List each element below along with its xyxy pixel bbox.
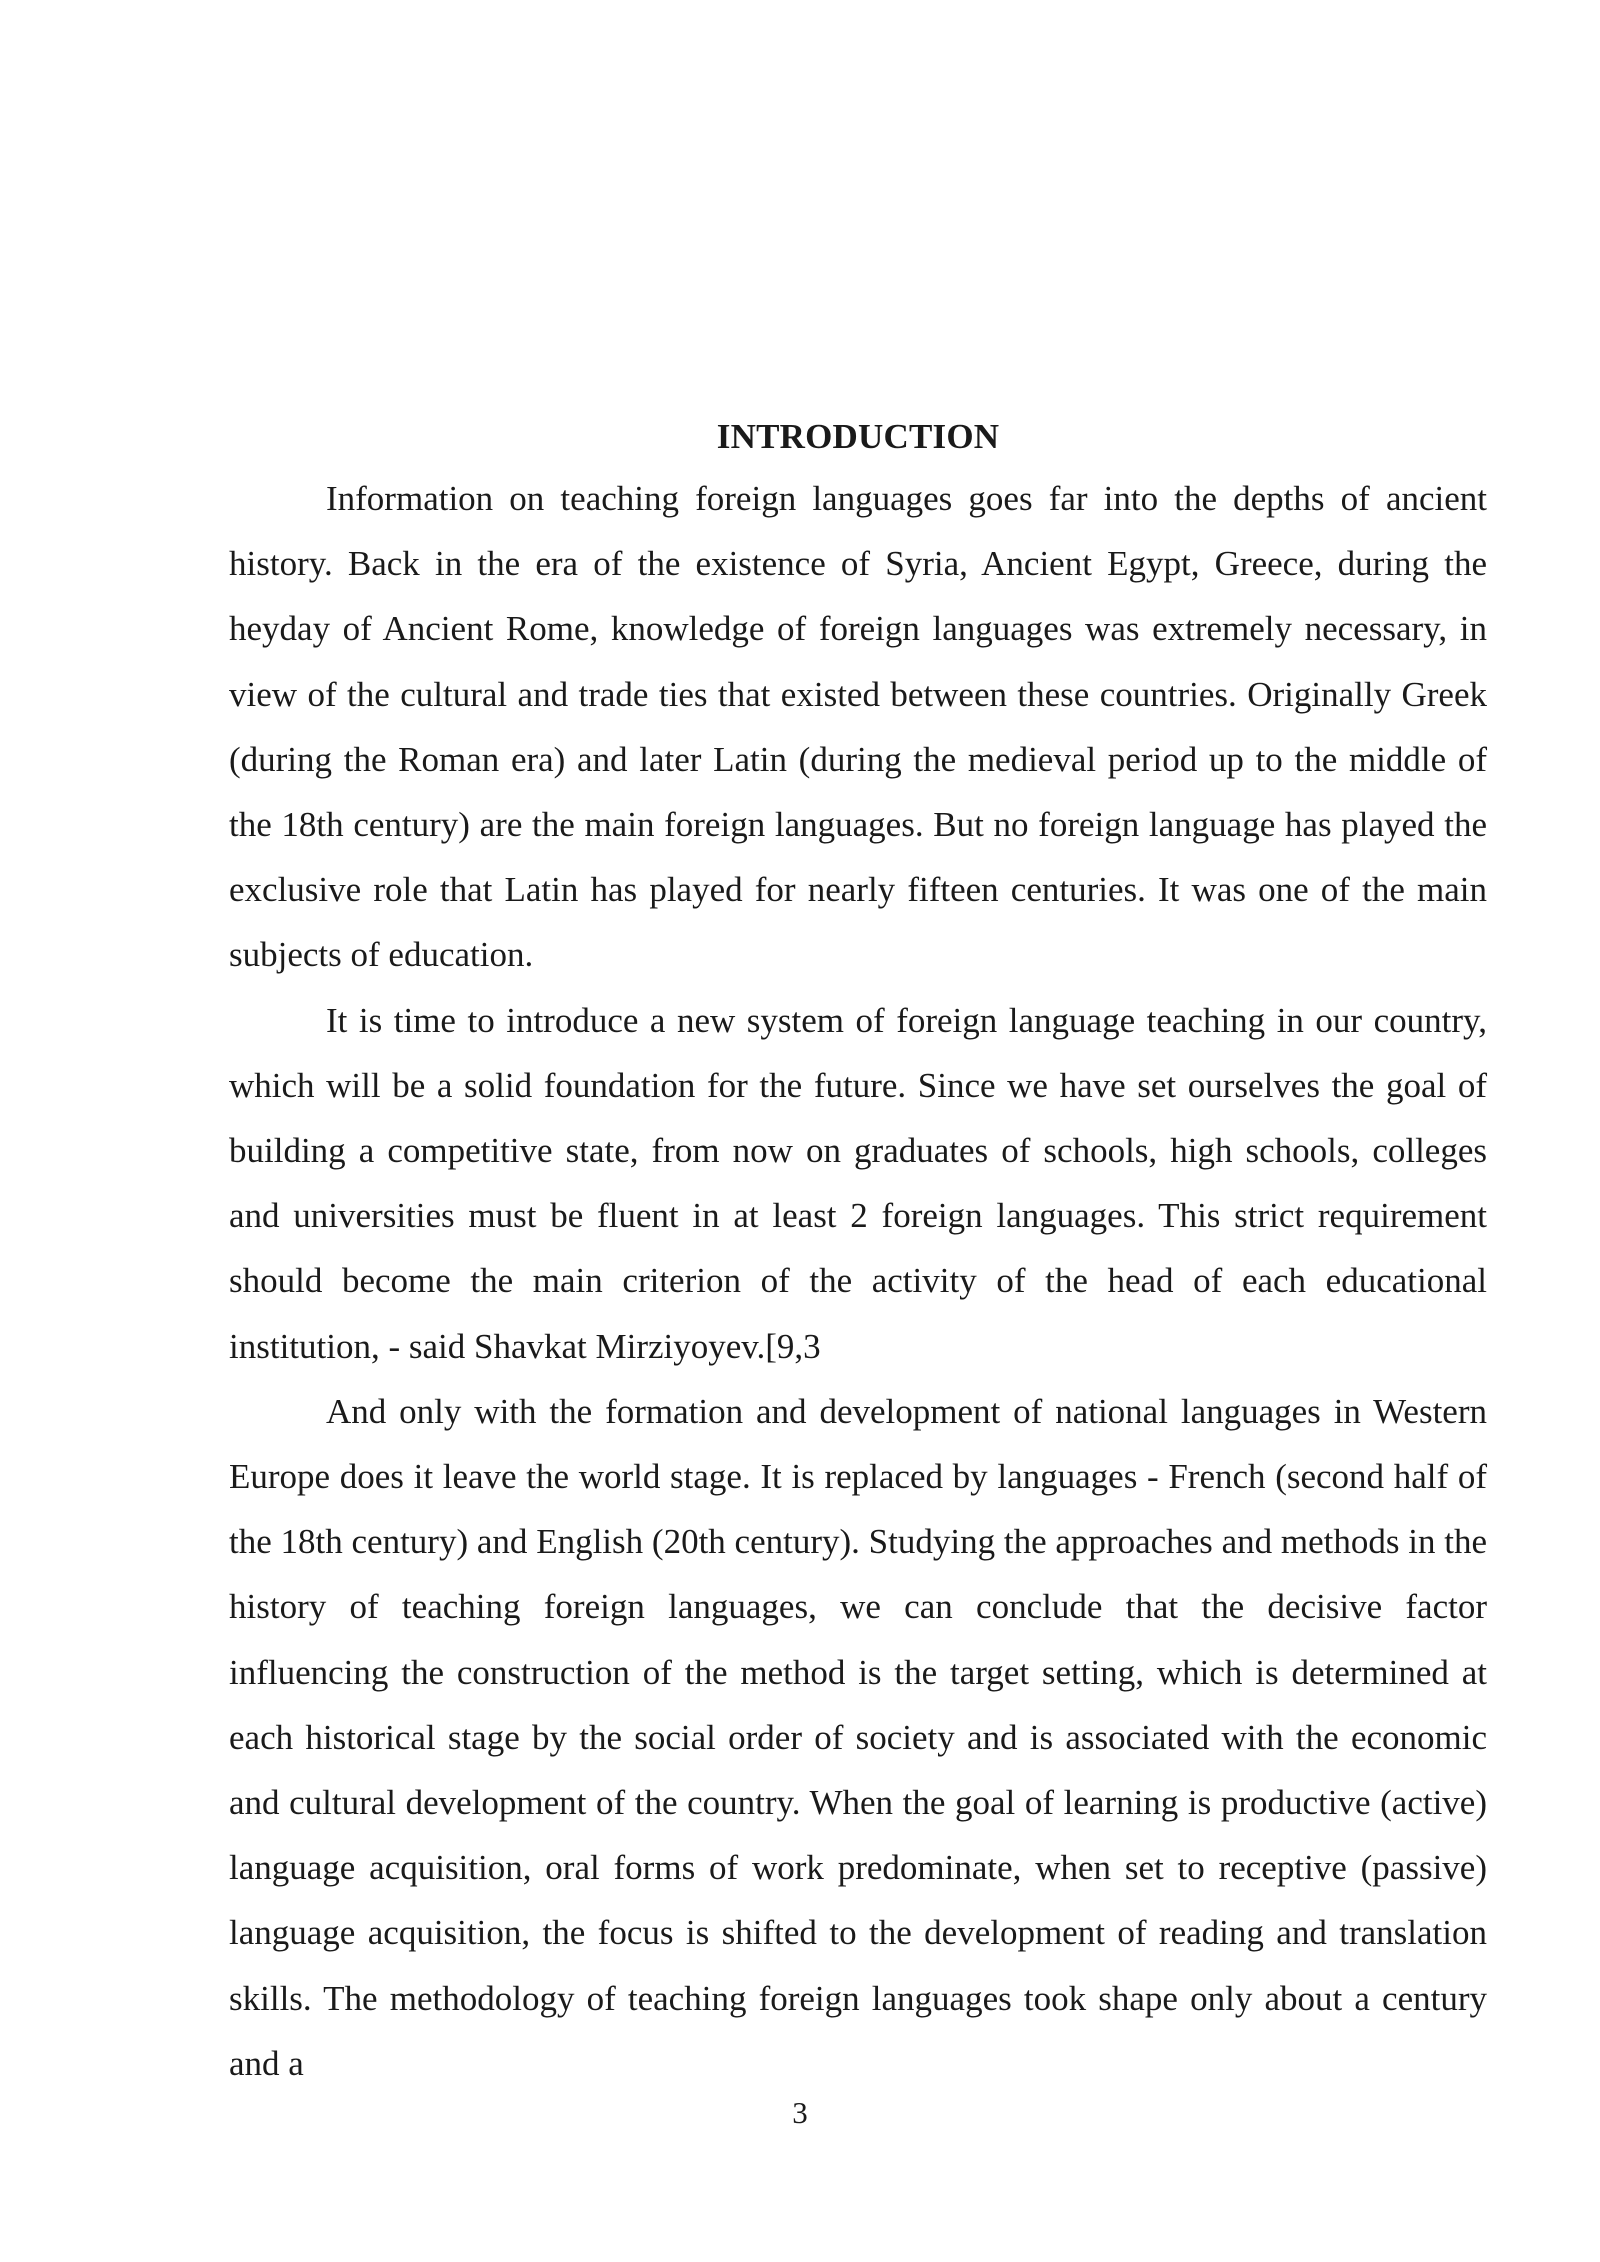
page-number: 3 <box>792 2095 808 2130</box>
paragraph-1: Information on teaching foreign languages goes far into the depths of ancient history. Back in the era of the existence of Syria, Ancient Egypt, Greece, during the heyday of Ancient Rome, knowledge of foreign languages was extremely necessary, in view of the cultural and trade ties that existed between these countries. Originally Greek (during the Roman era) and later Latin (during the medieval period up to the middle of the 18th century) are the main foreign languages. But no foreign language has played the exclusive role that Latin has played for nearly fifteen centuries. It was one of the main subjects of education. <box>229 479 1487 975</box>
paragraph-2: It is time to introduce a new system of foreign language teaching in our country, which will be a solid foundation for the future. Since we have set ourselves the goal of building a competitive state, from now on graduates of schools, high schools, colleges and universities must be fluent in at least 2 foreign languages. This strict requirement should become the main criterion of the activity of the head of each educational institution, - said Shavkat Mirziyoyev.[9,3 <box>229 1000 1487 1366</box>
page-body <box>229 408 1487 2096</box>
section-title: INTRODUCTION <box>716 417 1000 456</box>
paragraph-3: And only with the formation and development of national languages in Western Europe does it leave the world stage. It is replaced by languages - French (second half of the 18th century) and English (20th century). Studying the approaches and methods in the history of teaching foreign languages, we can conclude that the decisive factor influencing the construction of the method is the target setting, which is determined at each historical stage by the social order of society and is associated with the economic and cultural development of the country. When the goal of learning is productive (active) language acquisition, oral forms of work predominate, when set to receptive (passive) language acquisition, the focus is shifted to the development of reading and translation skills. The methodology of teaching foreign languages took shape only about a century and a <box>229 1391 1487 2083</box>
